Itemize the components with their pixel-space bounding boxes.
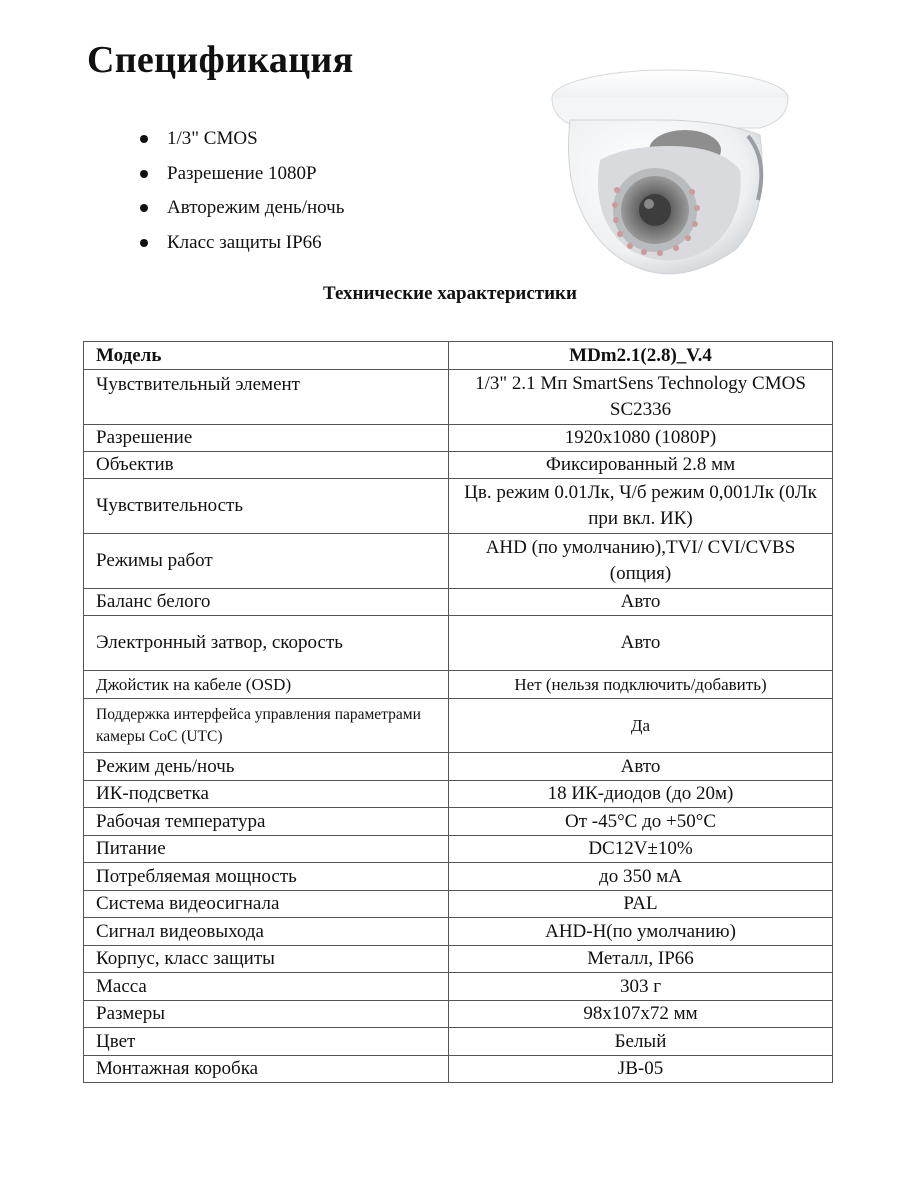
spec-table	[83, 341, 833, 1083]
row-label: ИК-подсветка	[84, 781, 449, 808]
table-row	[84, 1001, 833, 1028]
row-label: Джойстик на кабеле (OSD)	[84, 671, 449, 699]
feature-item	[140, 124, 344, 159]
row-label: Разрешение	[84, 425, 449, 452]
table-row	[84, 589, 833, 616]
row-value: JB-05	[449, 1056, 833, 1083]
bullet-icon	[140, 239, 148, 247]
table-row	[84, 671, 833, 699]
bullet-icon	[140, 170, 148, 178]
table-row	[84, 836, 833, 863]
table-row	[84, 534, 833, 589]
row-label: Корпус, класс защиты	[84, 946, 449, 973]
row-label: Режим день/ночь	[84, 753, 449, 781]
row-label: Питание	[84, 836, 449, 863]
row-value: Авто	[449, 589, 833, 616]
table-row	[84, 1028, 833, 1056]
table-row	[84, 918, 833, 946]
section-title: Технические характеристики	[323, 283, 577, 304]
row-value: AHD (по умолчанию),TVI/ CVI/CVBS (опция)	[449, 534, 833, 589]
table-row	[84, 781, 833, 808]
table-row	[84, 616, 833, 671]
table-row	[84, 1056, 833, 1083]
row-label: Монтажная коробка	[84, 1056, 449, 1083]
row-value: От -45°C до +50°C	[449, 808, 833, 836]
row-label: Размеры	[84, 1001, 449, 1028]
row-value: 18 ИК-диодов (до 20м)	[449, 781, 833, 808]
row-value: 98x107x72 мм	[449, 1001, 833, 1028]
row-label: Модель	[84, 342, 449, 370]
row-value: Фиксированный 2.8 мм	[449, 452, 833, 479]
row-label: Система видеосигнала	[84, 891, 449, 918]
feature-item	[140, 193, 344, 228]
row-label: Рабочая температура	[84, 808, 449, 836]
table-row	[84, 425, 833, 452]
row-label: Сигнал видеовыхода	[84, 918, 449, 946]
feature-list	[140, 124, 344, 262]
table-row	[84, 973, 833, 1001]
row-value: AHD-H(по умолчанию)	[449, 918, 833, 946]
feature-text: Класс защиты IP66	[167, 231, 322, 253]
table-row	[84, 946, 833, 973]
bullet-icon	[140, 135, 148, 143]
row-value: Нет (нельзя подключить/добавить)	[449, 671, 833, 699]
row-label: Цвет	[84, 1028, 449, 1056]
row-label: Баланс белого	[84, 589, 449, 616]
feature-item	[140, 159, 344, 194]
feature-text: 1/3" CMOS	[167, 128, 258, 149]
row-label: Объектив	[84, 452, 449, 479]
row-value: Металл, IP66	[449, 946, 833, 973]
row-label: Масса	[84, 973, 449, 1001]
row-value: Белый	[449, 1028, 833, 1056]
feature-item	[140, 228, 344, 263]
table-row	[84, 699, 833, 753]
row-value: Авто	[449, 753, 833, 781]
dome-camera-image	[520, 50, 790, 290]
row-label: Режимы работ	[84, 534, 449, 589]
row-value: 1/3" 2.1 Мп SmartSens Technology CMOS SC2336	[449, 370, 833, 425]
row-value: DC12V±10%	[449, 836, 833, 863]
row-value: до 350 мА	[449, 863, 833, 891]
row-value: Да	[449, 699, 833, 753]
row-label: Поддержка интерфейса управления параметрами камеры CoC (UTC)	[84, 699, 449, 753]
table-row	[84, 479, 833, 534]
row-label: Электронный затвор, скорость	[84, 616, 449, 671]
table-row	[84, 891, 833, 918]
table-row	[84, 452, 833, 479]
row-value: 1920x1080 (1080P)	[449, 425, 833, 452]
row-label: Чувствительность	[84, 479, 449, 534]
page-title: Спецификация	[87, 39, 354, 81]
row-value: 303 г	[449, 973, 833, 1001]
bullet-icon	[140, 204, 148, 212]
table-row	[84, 342, 833, 370]
feature-text: Авторежим день/ночь	[167, 197, 345, 218]
row-label: Чувствительный элемент	[84, 370, 449, 425]
feature-text: Разрешение 1080P	[167, 162, 317, 184]
row-label: Потребляемая мощность	[84, 863, 449, 891]
table-row	[84, 863, 833, 891]
table-row	[84, 370, 833, 425]
row-value: Авто	[449, 616, 833, 671]
table-row	[84, 808, 833, 836]
row-value: PAL	[449, 891, 833, 918]
table-row	[84, 753, 833, 781]
row-value: Цв. режим 0.01Лк, Ч/б режим 0,001Лк (0Лк при вкл. ИК)	[449, 479, 833, 534]
row-value: MDm2.1(2.8)_V.4	[449, 342, 833, 370]
